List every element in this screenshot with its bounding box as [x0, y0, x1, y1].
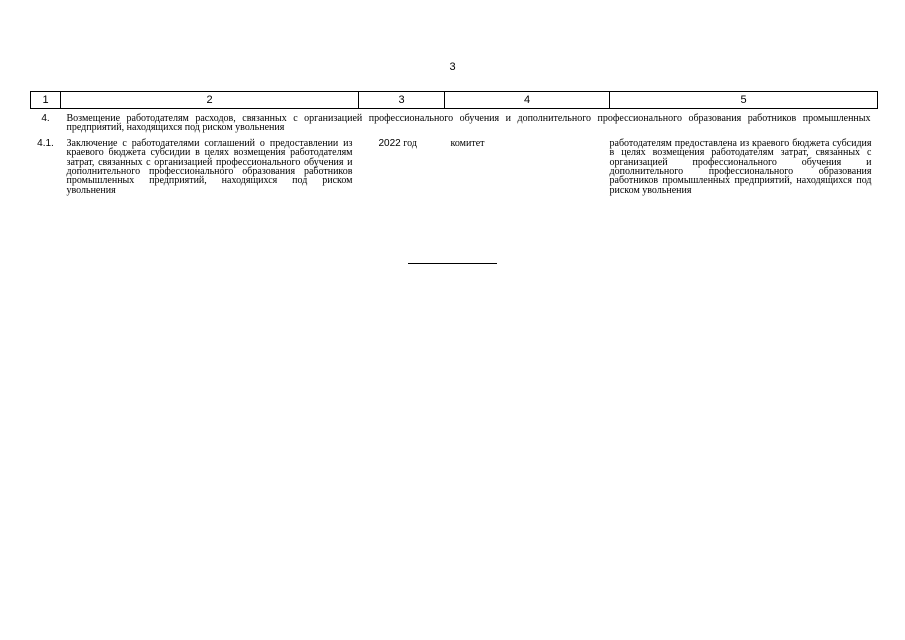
- header-col-2: 2: [61, 92, 359, 109]
- item-number: 4.1.: [37, 137, 54, 149]
- header-col-5: 5: [610, 92, 878, 109]
- term-year: 2022: [378, 137, 401, 149]
- header-col-1: 1: [31, 92, 61, 109]
- table-header-row: [31, 92, 878, 109]
- responsible-cell: [445, 133, 610, 195]
- event-cell: [61, 133, 359, 195]
- page-number: 3: [449, 61, 456, 73]
- header-col-4: 4: [445, 92, 610, 109]
- event-text: Заключение с работодателями соглашений о предоставлении из краевого бюджета субсидии в целях возмещения работодателям затрат, связанных с организацией профессионального обучения и дополнительного профессионального образования работников промышленных предприятий, находящихся под риском увольнения: [66, 137, 353, 196]
- section-title: Возмещение работодателям расходов, связанных с организацией профессионального обучения и дополнительного профессионального образования работников промышленных предприятий, находящихся под риском увольнения: [66, 113, 871, 134]
- section-row: [31, 109, 878, 133]
- section-number: 4.: [41, 113, 50, 124]
- section-cell: [61, 109, 878, 133]
- term-cell: [359, 133, 445, 195]
- separator-line: [408, 263, 497, 264]
- plan-table: [30, 91, 878, 195]
- header-col-3: 3: [359, 92, 445, 109]
- result-text: работодателям предоставлена из краевого бюджета субсидия в целях возмещения работодателям затрат, связанных с организацией профессионального обучения и дополнительного профессионального образования работников промышленных предприятий, находящихся под риском увольнения: [609, 137, 872, 196]
- result-cell: [610, 133, 878, 195]
- term-suffix: год: [400, 137, 417, 149]
- table-row: [31, 133, 878, 195]
- responsible-text: комитет: [450, 137, 485, 149]
